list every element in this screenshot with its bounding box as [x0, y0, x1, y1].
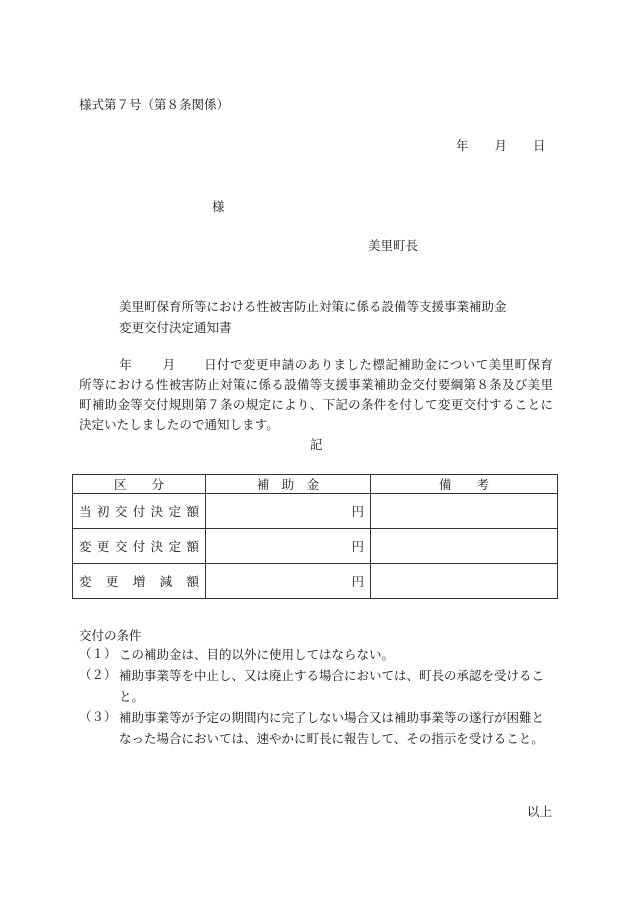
ki-heading: 記 [310, 437, 323, 452]
notice-body [79, 355, 553, 435]
title-line-1: 美里町保育所等における性被害防止対策に係る設備等支援事業補助金 [119, 299, 507, 314]
date-line [456, 136, 546, 154]
condition-number: （３） [79, 709, 117, 724]
header-remarks: 備 考 [371, 475, 558, 494]
row-note [371, 564, 558, 599]
row-amount-unit: 円 [206, 494, 371, 529]
table-row [73, 564, 558, 599]
row-amount-unit: 円 [206, 564, 371, 599]
condition-item [79, 644, 553, 665]
form-number: 様式第７号（第８条関係） [79, 97, 230, 112]
body-month-label: 月 [162, 357, 176, 372]
condition-text: 補助事業等を中止し、又は廃止する場合においては、町長の承認を受けること。 [119, 668, 545, 704]
date-day-label: 日 [533, 138, 546, 153]
row-label: 当初交付決定額 [73, 494, 206, 529]
addressee-suffix: 様 [212, 199, 225, 214]
condition-item [79, 665, 553, 707]
subsidy-table [72, 474, 558, 599]
table-header-row [73, 475, 558, 494]
row-label: 変更増減額 [73, 564, 206, 599]
row-note [371, 529, 558, 564]
row-note [371, 494, 558, 529]
condition-number: （２） [79, 667, 117, 682]
conditions-heading: 交付の条件 [79, 628, 142, 643]
condition-text: この補助金は、目的以外に使用してはならない。 [119, 647, 395, 662]
table-row [73, 529, 558, 564]
document-title [119, 296, 507, 338]
row-label: 変更交付決定額 [73, 529, 206, 564]
closing-mark: 以上 [527, 804, 553, 819]
row-amount-unit: 円 [206, 529, 371, 564]
header-subsidy: 補 助 金 [206, 475, 371, 494]
issuer-name: 美里町長 [368, 238, 419, 253]
body-year-label: 年 [119, 357, 133, 372]
condition-text: 補助事業等が予定の期間内に完了しない場合又は補助事業等の遂行が困難となった場合においては、速やかに町長に報告して、その指示を受けること。 [119, 710, 545, 746]
body-text: 日付で変更申請のありました標記補助金について美里町保育所等における性被害防止対策に係る設備等支援事業補助金交付要綱第８条及び美里町補助金等交付規則第７条の規定により、下記の条件を付して変更交付することに決定いたしましたので通知します。 [79, 357, 553, 432]
header-category: 区 分 [73, 475, 206, 494]
date-month-label: 月 [494, 138, 508, 153]
table-row [73, 494, 558, 529]
condition-item [79, 707, 553, 749]
condition-number: （１） [79, 646, 117, 661]
date-year-label: 年 [456, 138, 469, 153]
title-line-2: 変更交付決定通知書 [119, 320, 232, 335]
